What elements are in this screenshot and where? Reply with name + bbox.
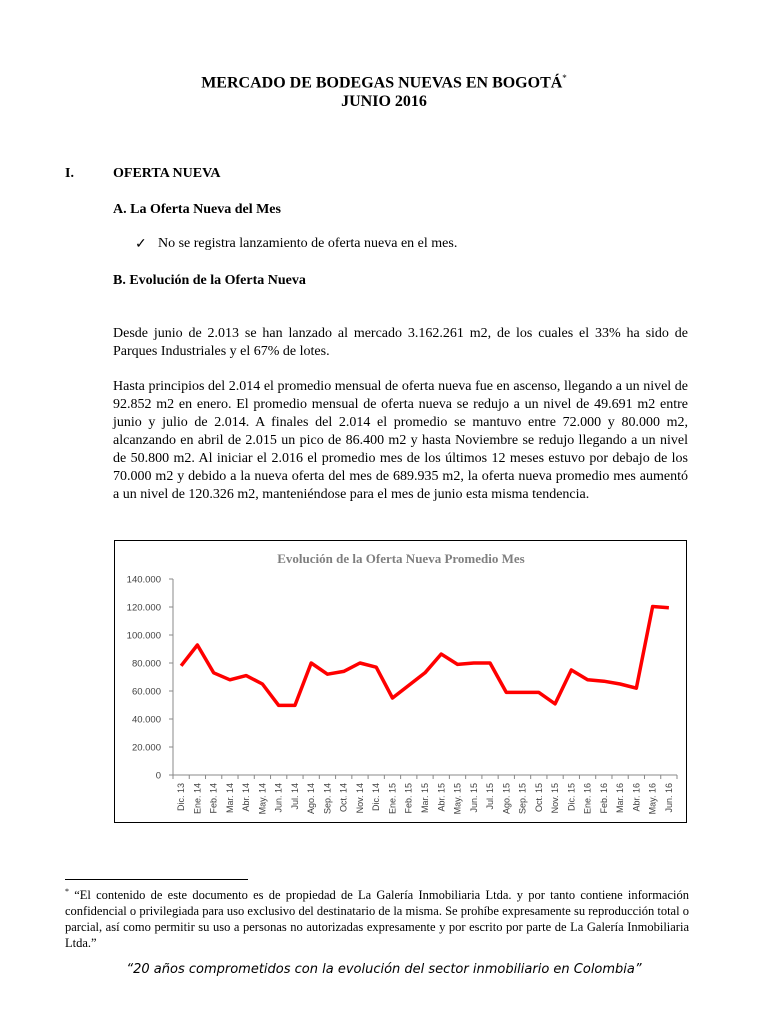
x-tick-label: Nov. 14 — [354, 783, 365, 814]
x-tick-label: Ene. 16 — [582, 783, 593, 815]
title-footnote-mark: * — [562, 73, 567, 83]
x-tick-label: Feb. 14 — [208, 783, 219, 814]
y-tick-label: 100.000 — [126, 630, 161, 642]
y-tick-label: 80.000 — [131, 658, 161, 670]
title-line1: MERCADO DE BODEGAS NUEVAS EN BOGOTÁ — [201, 74, 563, 92]
subheading-b: B. Evolución de la Oferta Nueva — [113, 273, 306, 288]
x-tick-label: Mar. 16 — [615, 783, 626, 814]
footnote — [65, 884, 689, 951]
bullet-item: No se registra lanzamiento de oferta nueva en el mes. — [158, 236, 458, 251]
subheading-a: A. La Oferta Nueva del Mes — [113, 202, 281, 217]
x-tick-label: Ago. 15 — [501, 783, 512, 815]
x-tick-label: Ene. 14 — [192, 783, 203, 815]
x-tick-label: Dic. 15 — [566, 783, 577, 812]
footer-slogan: “20 años comprometidos con la evolución del sector inmobiliario en Colombia” — [126, 962, 642, 977]
x-tick-label: May. 15 — [452, 783, 463, 815]
y-tick-label: 40.000 — [131, 714, 161, 726]
document-title — [0, 73, 768, 92]
x-tick-label: Mar. 14 — [224, 783, 235, 814]
x-tick-label: Sep. 15 — [517, 783, 528, 815]
chart-title: Evolución de la Oferta Nueva Promedio Mes — [277, 551, 525, 566]
x-tick-label: Dic. 14 — [371, 783, 382, 812]
x-tick-label: Nov. 15 — [550, 783, 561, 814]
y-tick-label: 140.000 — [126, 574, 161, 586]
x-tick-label: May. 16 — [647, 783, 658, 815]
x-tick-label: Ago. 14 — [306, 783, 317, 815]
x-tick-label: Jun. 15 — [468, 783, 479, 813]
x-tick-label: Mar. 15 — [420, 783, 430, 814]
checkmark-icon: ✓ — [135, 237, 147, 252]
x-tick-label: Feb. 16 — [598, 783, 609, 814]
y-tick-label: 60.000 — [131, 686, 161, 698]
document-subtitle: JUNIO 2016 — [341, 93, 427, 110]
x-tick-label: Jul. 15 — [485, 783, 496, 810]
line-chart — [115, 541, 688, 824]
x-tick-label: Oct. 15 — [533, 783, 544, 813]
x-tick-label: Dic. 13 — [176, 783, 187, 812]
x-tick-label: Abr. 15 — [436, 783, 447, 812]
footnote-rule — [65, 879, 248, 880]
x-tick-label: Feb. 15 — [403, 783, 414, 814]
x-tick-label: Jun. 14 — [273, 783, 284, 813]
x-tick-label: Jul. 14 — [289, 783, 300, 810]
x-tick-label: Sep. 14 — [322, 783, 333, 815]
x-tick-label: May. 14 — [257, 783, 268, 815]
chart-container — [114, 540, 687, 823]
series-line — [181, 607, 669, 706]
x-tick-label: Abr. 14 — [241, 783, 252, 812]
x-tick-label: Jun. 16 — [663, 783, 674, 813]
section-number: I. — [65, 166, 74, 181]
footnote-mark: * — [65, 887, 69, 896]
paragraph-1: Desde junio de 2.013 se han lanzado al mercado 3.162.261 m2, de los cuales el 33% ha sido de Parques Industriales y el 67% de lotes. — [113, 326, 688, 359]
footnote-text: “El contenido de este documento es de propiedad de La Galería Inmobiliaria Ltda. y por tanto contiene información confidencial o privilegiada para uso exclusivo del destinatario de la misma. Se prohíbe expresamente su reproducción total o parcial, así como permitir su uso a personas no autorizadas expresamente y por escrito por parte de La Galería Inmobiliaria Ltda.” — [65, 888, 689, 951]
x-tick-label: Ene. 15 — [387, 783, 398, 815]
x-tick-label: Oct. 14 — [338, 783, 349, 813]
paragraph-2: Hasta principios del 2.014 el promedio mensual de oferta nueva fue en ascenso, llegando a un nivel de 92.852 m2 en enero. El promedio mensual de oferta nueva se redujo a un nivel de 49.691 m2 entre junio y julio de 2.014. A finales del 2.014 el promedio se mantuvo entre 72.000 y 80.000 m2, alcanzando en abril de 2.015 un pico de 86.400 m2 y hasta Noviembre se redujo llegando a un nivel de 50.800 m2. Al iniciar el 2.016 el promedio mes de los últimos 12 meses estuvo por debajo de los 70.000 m2 y debido a la nueva oferta del mes de 689.935 m2, la oferta nueva promedio mes aumentó a un nivel de 120.326 m2, manteniéndose para el mes de junio esta misma tendencia. — [113, 379, 688, 502]
y-tick-label: 120.000 — [126, 602, 161, 614]
x-tick-label: Abr. 16 — [631, 783, 642, 812]
y-tick-label: 20.000 — [131, 742, 161, 754]
y-tick-label: 0 — [155, 770, 161, 782]
section-heading: OFERTA NUEVA — [113, 166, 221, 181]
